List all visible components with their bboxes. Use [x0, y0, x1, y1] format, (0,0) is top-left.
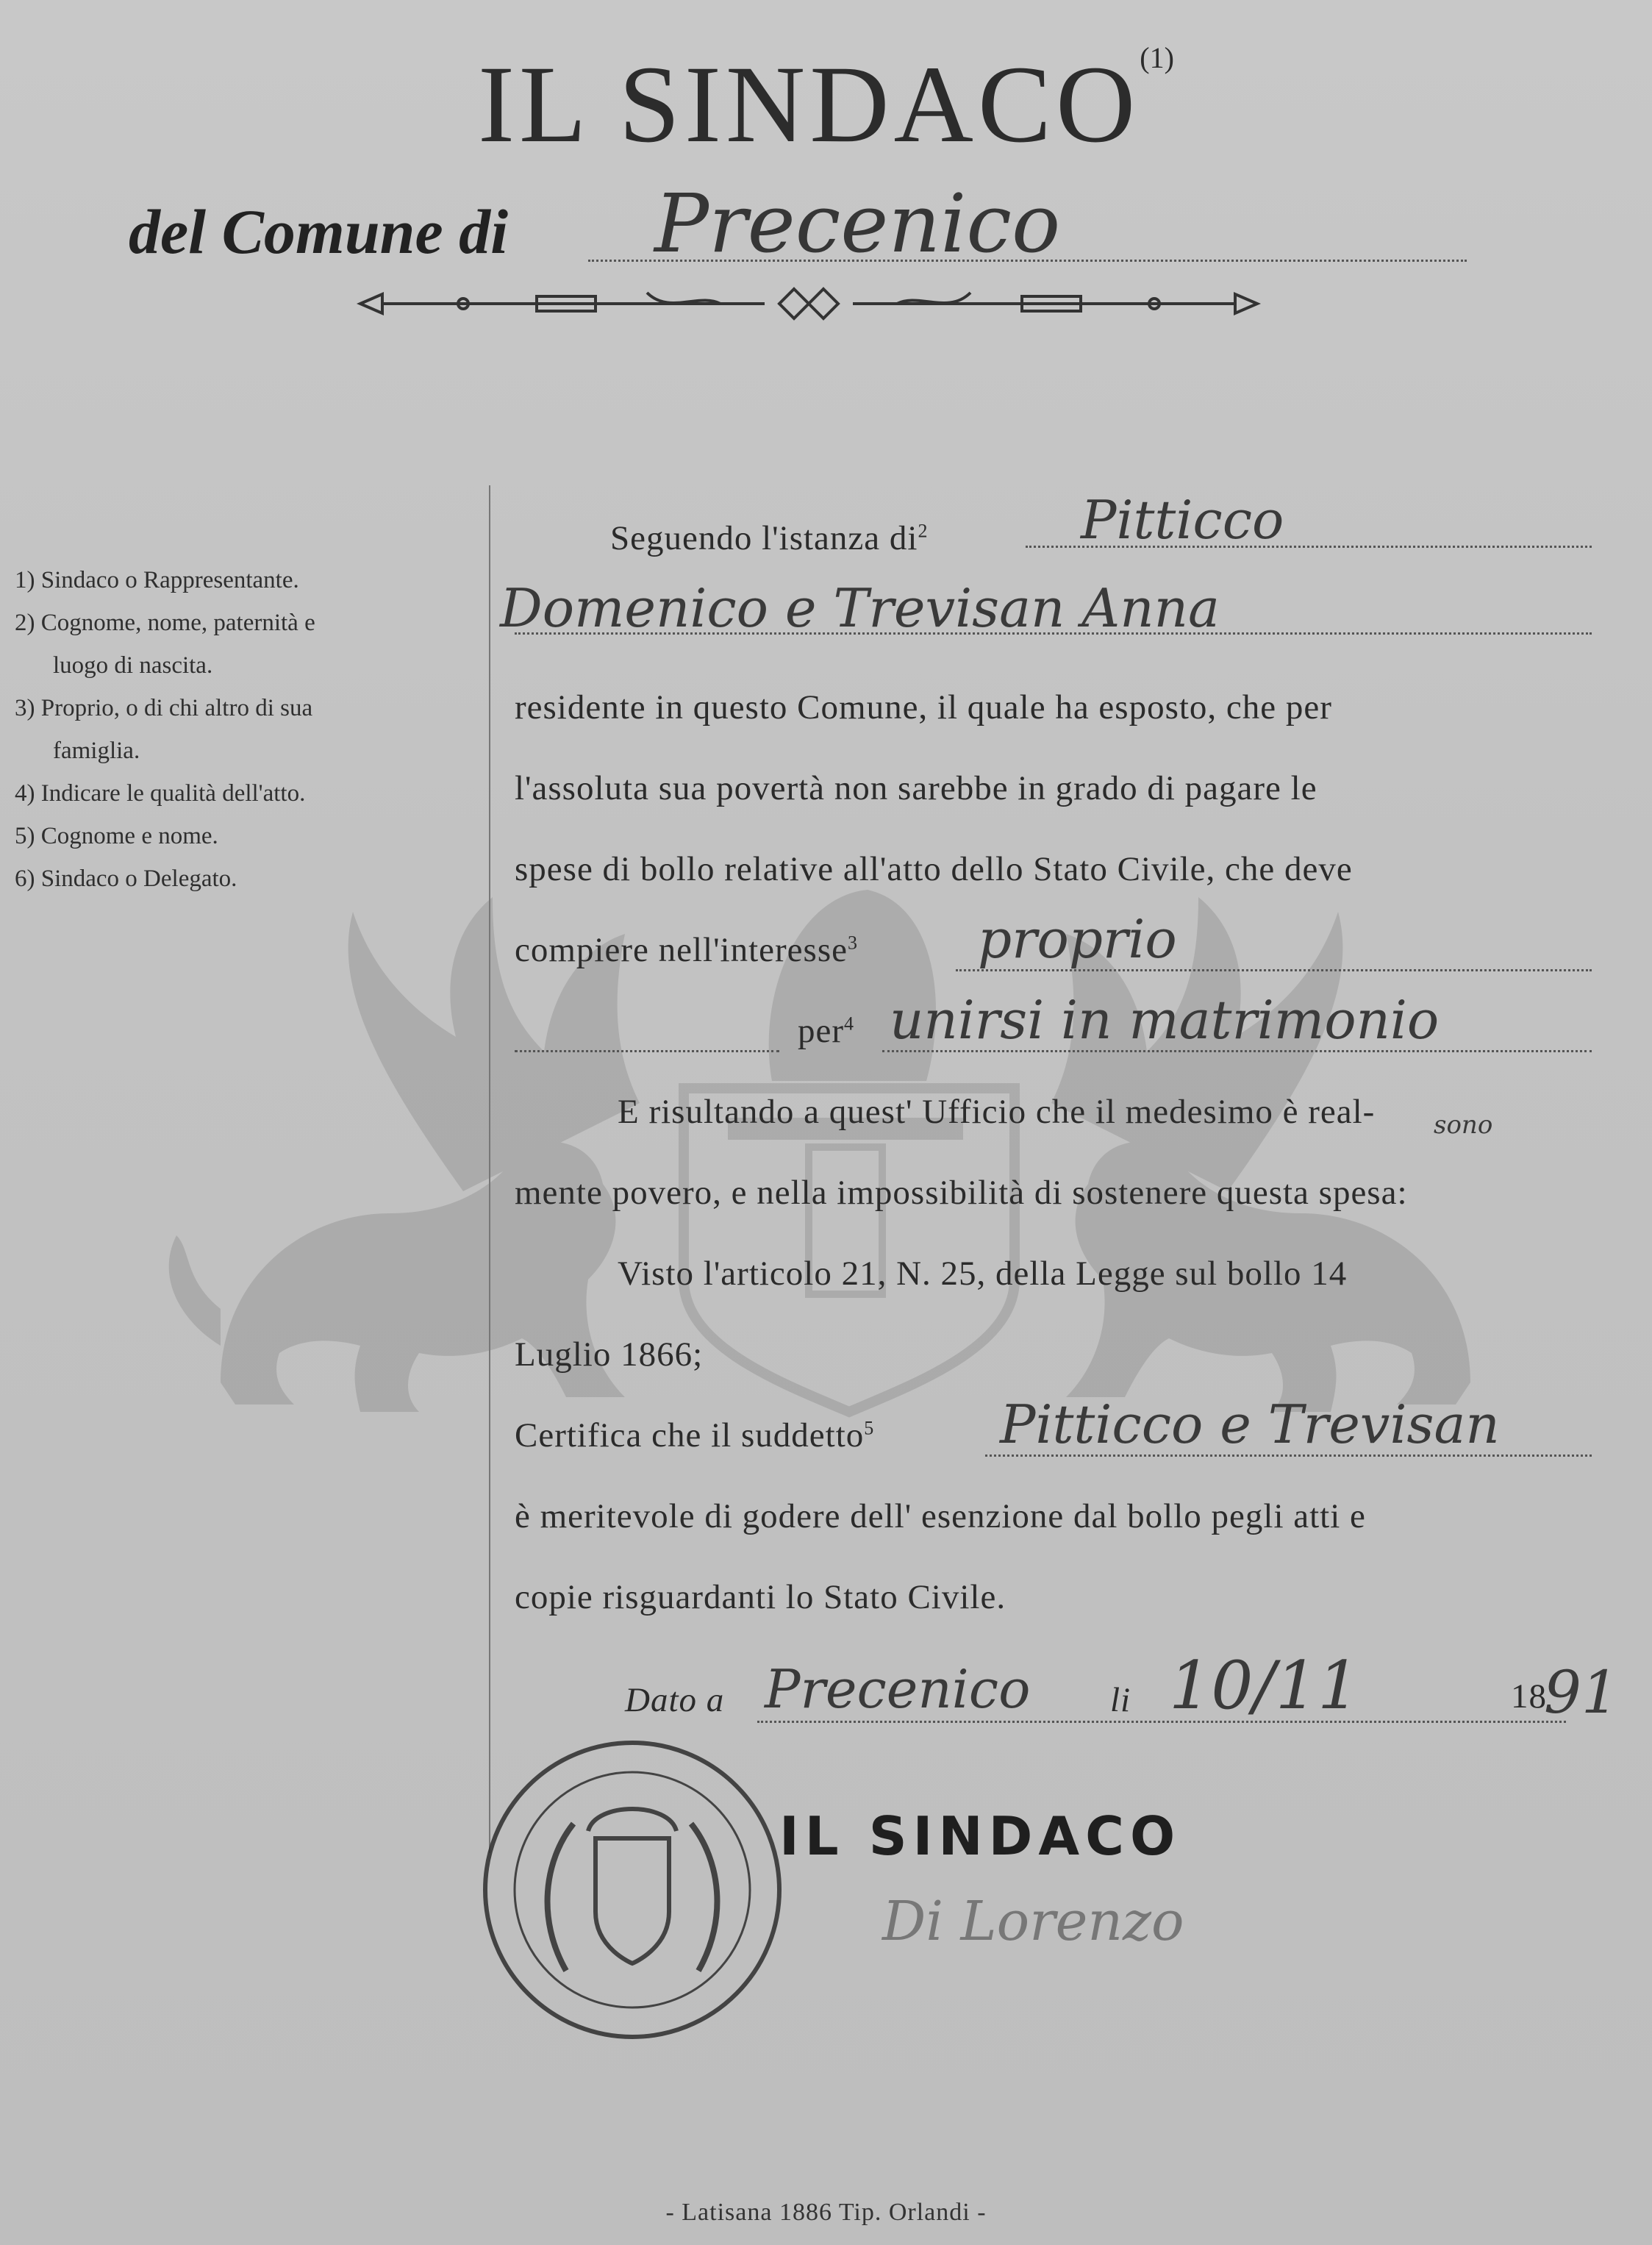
note-3-cont: famiglia. [53, 738, 140, 764]
body-line-6: compiere nell'interesse$^3$ [515, 931, 858, 969]
ornamental-divider [353, 285, 1265, 322]
li-label: li [1110, 1681, 1131, 1719]
body-line-7: per$^4$ [798, 1012, 855, 1050]
note-2-cont: luogo di nascita. [53, 652, 213, 679]
note-6: 6) Sindaco o Delegato. [15, 865, 237, 892]
body-line-8: E risultando a quest' Ufficio che il medesimo è real- [618, 1093, 1376, 1131]
note-1: 1) Sindaco o Rappresentante. [15, 567, 299, 593]
page-title: IL SINDACO$^{(1)}$ [478, 41, 1174, 165]
place-handwritten: Precenico [765, 1658, 1031, 1720]
margin-rule [489, 485, 490, 1853]
interest-handwritten: proprio [978, 908, 1177, 970]
comune-name-handwritten: Precenico [654, 176, 1061, 271]
year-printed: 18 [1511, 1677, 1547, 1716]
petitioner-names-handwritten: Domenico e Trevisan Anna [500, 577, 1220, 639]
mayor-signature: Di Lorenzo [882, 1890, 1184, 1953]
closing-title: IL SINDACO [779, 1805, 1181, 1867]
body-line-12: Certifica che il suddetto$^5$ [515, 1416, 875, 1455]
body-line-5: spese di bollo relative all'atto dello Stato Civile, che deve [515, 850, 1353, 888]
note-3: 3) Proprio, o di chi altro di sua [15, 695, 313, 721]
body-line-3: residente in questo Comune, il quale ha esposto, che per [515, 688, 1332, 727]
body-line-14: copie risguardanti lo Stato Civile. [515, 1578, 1006, 1616]
date-line-dots [757, 1721, 1566, 1723]
body-line-9: mente povero, e nella impossibilità di sostenere questa spesa: [515, 1174, 1408, 1212]
municipal-seal [471, 1728, 794, 2052]
note-5: 5) Cognome e nome. [15, 823, 218, 849]
body-line-13: è meritevole di godere dell' esenzione dal bollo pegli atti e [515, 1497, 1366, 1535]
petitioner-surname-handwritten: Pitticco [1081, 489, 1284, 551]
body-line-1: Seguendo l'istanza $di^2$ [610, 519, 929, 557]
note-2: 2) Cognome, nome, paternità e [15, 610, 315, 636]
dato-label: Dato a [625, 1681, 725, 1719]
margin-notes [15, 559, 315, 900]
note-4: 4) Indicare le qualità dell'atto. [15, 780, 306, 807]
correction-handwritten: sono [1434, 1110, 1493, 1140]
body-line-7-dots-left [515, 1050, 779, 1052]
beneficiary-handwritten: Pitticco e Trevisan [1000, 1393, 1500, 1455]
body-line-10: Visto l'articolo 21, N. 25, della Legge sul bollo 14 [618, 1254, 1348, 1293]
body-line-4: l'assoluta sua povertà non sarebbe in grado di pagare le [515, 769, 1317, 807]
year-handwritten: 91 [1544, 1658, 1619, 1727]
body-line-11: Luglio 1866; [515, 1335, 704, 1374]
comune-label: del Comune di [129, 196, 509, 267]
act-quality-handwritten: unirsi in matrimonio [890, 989, 1440, 1051]
date-handwritten: 10/11 [1169, 1647, 1360, 1724]
printer-footer: - Latisana 1886 Tip. Orlandi - [665, 2199, 987, 2226]
